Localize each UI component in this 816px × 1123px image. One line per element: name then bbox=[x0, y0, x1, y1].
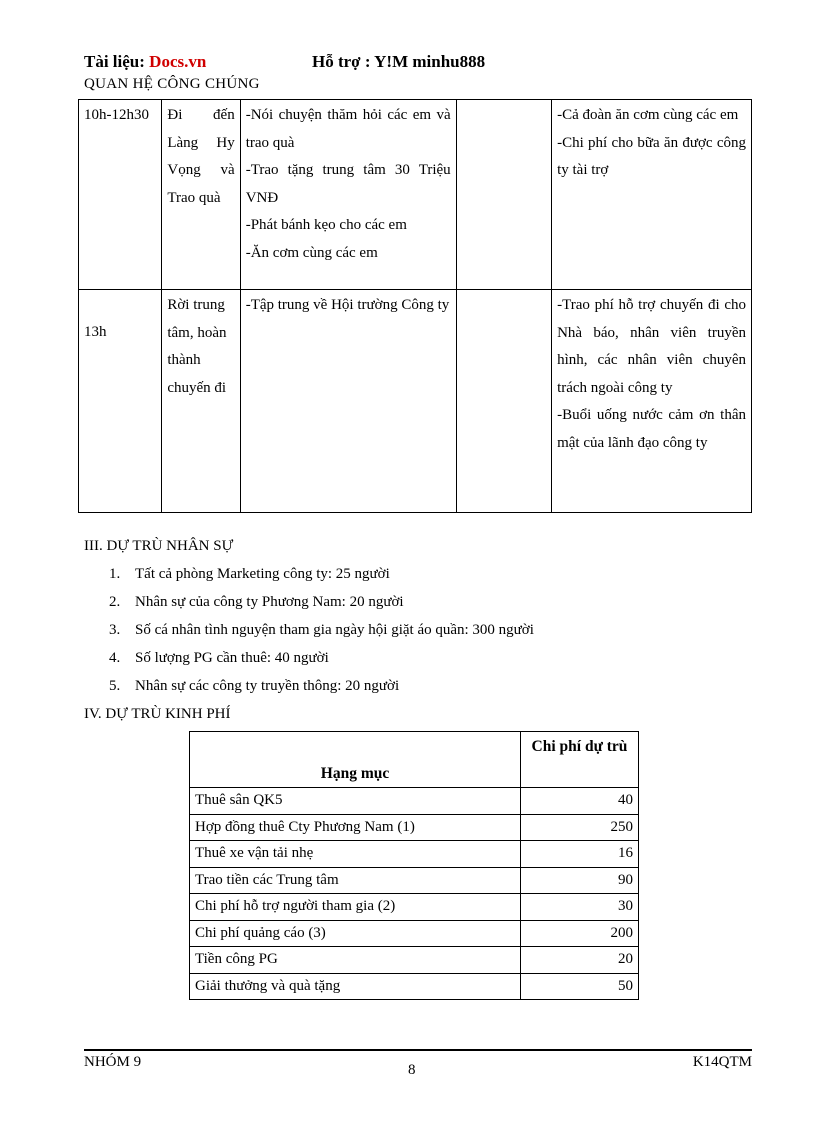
list-item bbox=[109, 594, 404, 611]
list-item bbox=[109, 678, 399, 695]
details-cell bbox=[240, 100, 456, 290]
list-text: Tất cả phòng Marketing công ty: 25 người bbox=[135, 566, 390, 582]
schedule-table bbox=[78, 99, 752, 513]
item-cell: Tiền công PG bbox=[190, 947, 521, 974]
support-ym[interactable]: Y!M bbox=[374, 52, 409, 71]
detail-line: -Phát bánh kẹo cho các em bbox=[245, 217, 407, 233]
doc-label: Tài liệu: bbox=[84, 52, 145, 71]
detail-line: -Ăn cơm cùng các em bbox=[245, 244, 378, 261]
list-num: 1. bbox=[109, 566, 121, 582]
item-cell: Trao tiền các Trung tâm bbox=[190, 867, 521, 894]
detail-line: -Tập trung về Hội trường Công ty bbox=[245, 297, 450, 313]
list-item bbox=[109, 650, 329, 667]
section-3-title: III. DỰ TRÙ NHÂN SỰ bbox=[84, 538, 234, 554]
list-text: Số lượng PG cần thuê: 40 người bbox=[135, 650, 329, 666]
col-header-cost: Chi phí dự trù bbox=[521, 732, 639, 788]
note-line: -Cả đoàn ăn cơm cùng các em bbox=[557, 107, 739, 123]
list-text: Nhân sự của công ty Phương Nam: 20 người bbox=[135, 594, 404, 610]
table-row bbox=[190, 814, 639, 841]
cost-cell: 20 bbox=[521, 947, 639, 974]
section-4-title: IV. DỰ TRÙ KINH PHÍ bbox=[84, 706, 231, 722]
table-row bbox=[79, 100, 752, 290]
detail-line: -Nói chuyện thăm hỏi các em và trao quà bbox=[245, 107, 451, 151]
details-cell bbox=[240, 290, 456, 513]
note-line: -Buổi uống nước cảm ơn thân mật của lãnh đạo công ty bbox=[557, 407, 746, 451]
empty-cell bbox=[456, 290, 551, 513]
footer-group: NHÓM 9 bbox=[84, 1054, 142, 1070]
item-cell: Hợp đồng thuê Cty Phương Nam (1) bbox=[190, 814, 521, 841]
table-row bbox=[79, 290, 752, 513]
list-num: 4. bbox=[109, 650, 121, 666]
page-subtitle: QUAN HỆ CÔNG CHÚNG bbox=[84, 76, 260, 92]
table-row bbox=[190, 894, 639, 921]
list-text: Nhân sự các công ty truyền thông: 20 người bbox=[135, 678, 400, 694]
note-line: -Chi phí cho bữa ăn được công ty tài trợ bbox=[557, 134, 746, 178]
list-num: 2. bbox=[109, 594, 121, 610]
notes-cell bbox=[552, 100, 752, 290]
table-row bbox=[190, 947, 639, 974]
table-row bbox=[190, 841, 639, 868]
item-cell: Thuê sân QK5 bbox=[190, 788, 521, 815]
list-num: 5. bbox=[109, 678, 121, 694]
footer-divider bbox=[84, 1049, 752, 1051]
item-cell: Giải thưởng và quà tặng bbox=[190, 973, 521, 1000]
notes-cell bbox=[552, 290, 752, 513]
budget-table bbox=[189, 731, 639, 1000]
activity-cell: Đi đến Làng Hy Vọng và Trao quà bbox=[162, 100, 240, 290]
item-cell: Thuê xe vận tải nhẹ bbox=[190, 841, 521, 868]
cost-cell: 200 bbox=[521, 920, 639, 947]
empty-cell bbox=[456, 100, 551, 290]
doc-site-link[interactable]: Docs.vn bbox=[149, 52, 207, 71]
list-item bbox=[109, 566, 390, 583]
detail-line: -Trao tặng trung tâm 30 Triệu VNĐ bbox=[245, 162, 451, 206]
item-cell: Chi phí hỗ trợ người tham gia (2) bbox=[190, 894, 521, 921]
cost-cell: 250 bbox=[521, 814, 639, 841]
list-item bbox=[109, 622, 534, 639]
col-header-item: Hạng mục bbox=[190, 732, 521, 788]
page-number: 8 bbox=[408, 1062, 416, 1078]
table-row bbox=[190, 788, 639, 815]
activity-cell: Rời trung tâm, hoàn thành chuyến đi bbox=[162, 290, 240, 513]
table-row bbox=[190, 867, 639, 894]
support-user[interactable]: minhu888 bbox=[412, 52, 486, 71]
note-line: -Trao phí hỗ trợ chuyến đi cho Nhà báo, nhân viên truyền hình, các nhân viên chuyên trách ngoài công ty bbox=[557, 297, 746, 396]
footer-class: K14QTM bbox=[692, 1054, 752, 1070]
time-cell bbox=[79, 290, 162, 513]
doc-source-label bbox=[84, 52, 206, 72]
list-num: 3. bbox=[109, 622, 121, 638]
table-row bbox=[190, 973, 639, 1000]
cost-cell: 50 bbox=[521, 973, 639, 1000]
cost-cell: 40 bbox=[521, 788, 639, 815]
cost-cell: 16 bbox=[521, 841, 639, 868]
cost-cell: 30 bbox=[521, 894, 639, 921]
support-text: Hỗ trợ : bbox=[312, 52, 371, 71]
item-cell: Chi phí quảng cáo (3) bbox=[190, 920, 521, 947]
support-label bbox=[312, 52, 485, 72]
time-text: 13h bbox=[84, 324, 107, 340]
cost-cell: 90 bbox=[521, 867, 639, 894]
list-text: Số cá nhân tình nguyện tham gia ngày hội giặt áo quần: 300 người bbox=[135, 622, 534, 638]
time-cell: 10h-12h30 bbox=[79, 100, 162, 290]
table-row bbox=[190, 920, 639, 947]
table-header-row bbox=[190, 732, 639, 788]
